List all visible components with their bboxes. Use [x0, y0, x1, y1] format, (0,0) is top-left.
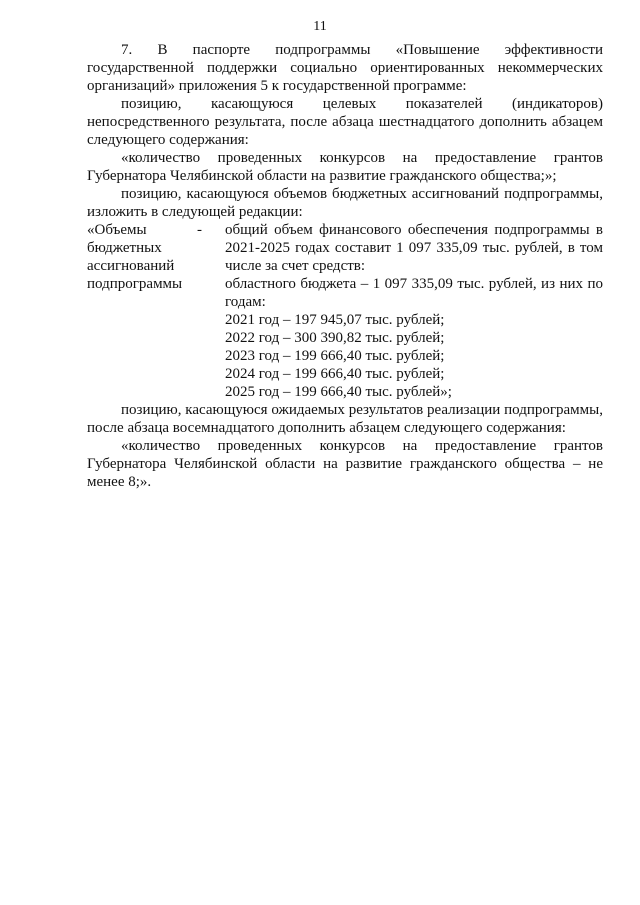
- paragraph-contests-quote: «количество проведенных конкурсов на предоставление грантов Губернатора Челябинской области на развитие гражданского общества;»;: [87, 150, 603, 184]
- budget-label-line: ассигнований: [87, 258, 175, 274]
- budget-regional: областного бюджета – 1 097 335,09 тыс. рублей, из них по годам:: [225, 276, 603, 310]
- budget-year-row: 2024 год – 199 666,40 тыс. рублей;: [225, 366, 445, 382]
- paragraph-targets-position: позицию, касающуюся целевых показателей (индикаторов) непосредственного результата, после абзаца шестнадцатого дополнить абзацем следующего содержания:: [87, 96, 603, 148]
- budget-year-row: 2022 год – 300 390,82 тыс. рублей;: [225, 330, 445, 346]
- budget-table-values: [225, 221, 603, 401]
- budget-year-row: 2025 год – 199 666,40 тыс. рублей»;: [225, 384, 452, 400]
- budget-year-row: 2023 год – 199 666,40 тыс. рублей;: [225, 348, 445, 364]
- budget-table-dash: -: [197, 222, 202, 238]
- paragraph-item-7: 7. В паспорте подпрограммы «Повышение эффективности государственной поддержки социально ориентированных некоммерческих организаций» приложения 5 к государственной программе:: [87, 42, 603, 94]
- document-body: [87, 41, 603, 491]
- budget-total: общий объем финансового обеспечения подпрограммы в 2021-2025 годах составит 1 097 335,09 тыс. рублей, в том числе за счет средств:: [225, 222, 603, 274]
- paragraph-contests-quote-2: «количество проведенных конкурсов на предоставление грантов Губернатора Челябинской области на развитие гражданского общества – не менее 8;».: [87, 438, 603, 490]
- budget-table-label: [87, 221, 197, 401]
- paragraph-budget-position: позицию, касающуюся объемов бюджетных ассигнований подпрограммы, изложить в следующей редакции:: [87, 186, 603, 220]
- paragraph-results-position: позицию, касающуюся ожидаемых результатов реализации подпрограммы, после абзаца восемнадцатого дополнить абзацем следующего содержания:: [87, 402, 603, 436]
- budget-label-line: «Объемы: [87, 222, 147, 238]
- page-number: 11: [313, 19, 327, 34]
- budget-label-line: подпрограммы: [87, 276, 183, 292]
- budget-label-line: бюджетных: [87, 240, 162, 256]
- budget-year-row: 2021 год – 197 945,07 тыс. рублей;: [225, 312, 445, 328]
- budget-table: [87, 221, 603, 401]
